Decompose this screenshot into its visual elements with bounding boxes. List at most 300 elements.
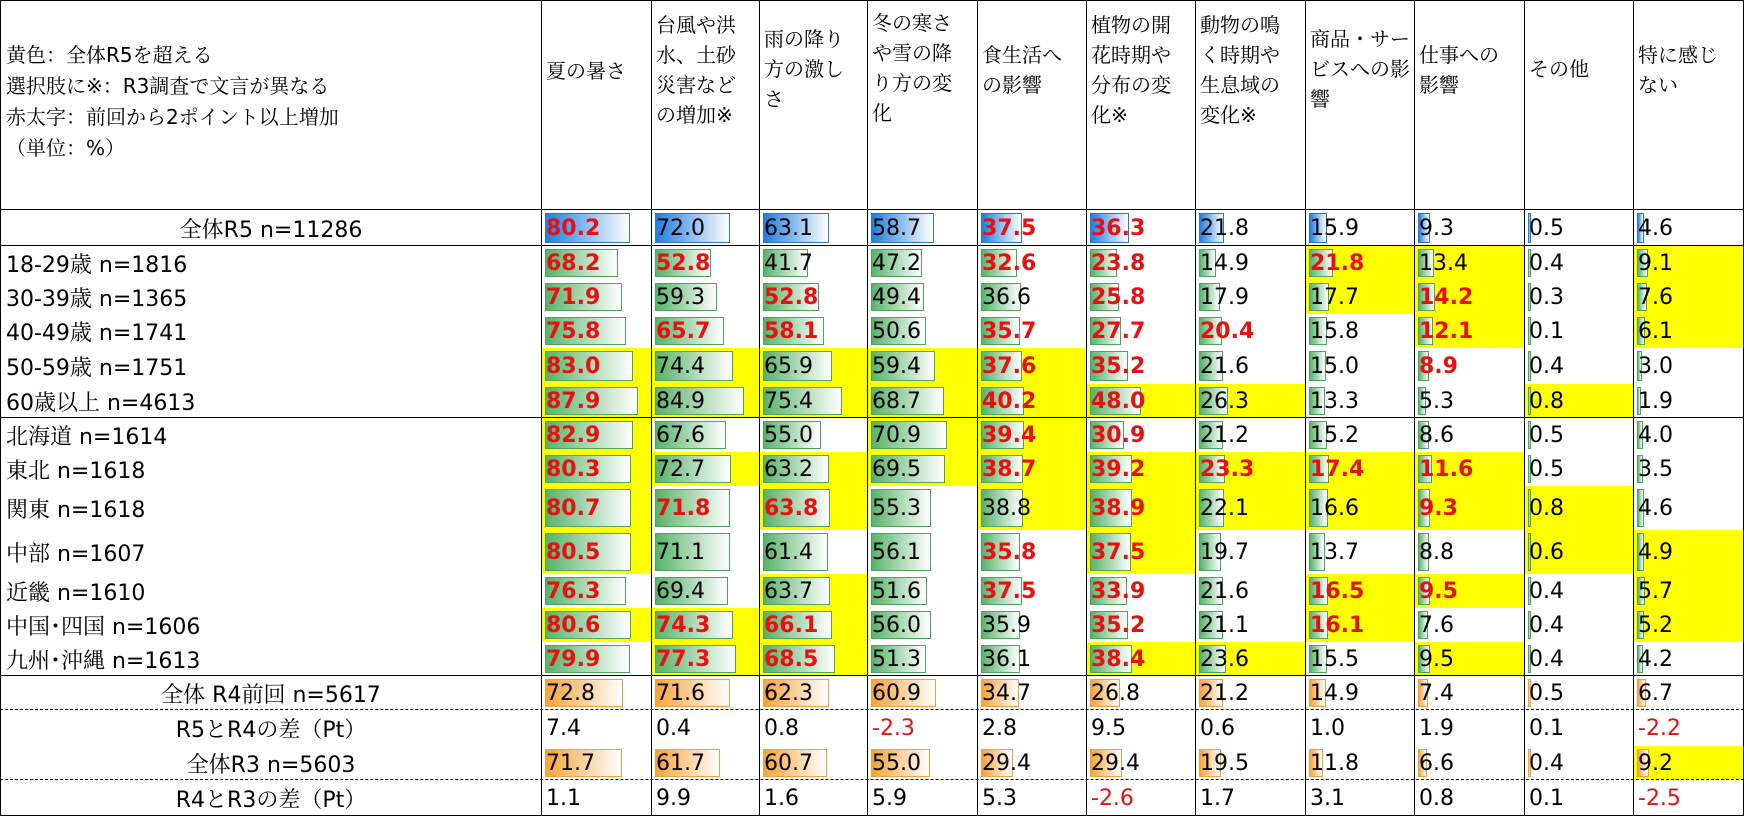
value-label: 17.9 bbox=[1200, 284, 1249, 310]
value-label: 0.5 bbox=[1529, 680, 1564, 706]
row-label: 九州･沖縄 n=1613 bbox=[6, 648, 201, 674]
value-cell bbox=[542, 452, 652, 486]
row-label: 50-59歳 n=1751 bbox=[6, 355, 188, 381]
column-header-line: ない bbox=[1638, 73, 1678, 97]
value-label: 6.1 bbox=[1638, 318, 1673, 344]
value-cell bbox=[868, 280, 978, 314]
value-cell bbox=[868, 530, 978, 574]
value-label: 65.9 bbox=[764, 353, 813, 379]
value-cell bbox=[760, 348, 868, 384]
value-cell bbox=[868, 676, 978, 710]
column-header-line: 食生活へ bbox=[982, 43, 1062, 67]
value-cell bbox=[542, 348, 652, 384]
value-cell bbox=[868, 710, 978, 746]
value-cell bbox=[652, 780, 760, 816]
value-cell bbox=[978, 530, 1087, 574]
value-cell bbox=[1196, 314, 1306, 348]
value-label: 0.1 bbox=[1529, 715, 1564, 741]
value-cell bbox=[1196, 642, 1306, 676]
value-cell bbox=[542, 210, 652, 246]
value-cell bbox=[542, 246, 652, 280]
column-header-line: 夏の暑さ bbox=[546, 59, 626, 83]
value-label: 9.5 bbox=[1091, 715, 1126, 741]
value-cell bbox=[1525, 384, 1634, 418]
value-cell bbox=[1196, 384, 1306, 418]
value-cell bbox=[1415, 608, 1525, 642]
value-cell bbox=[1634, 314, 1744, 348]
row-label: 全体 R4前回 n=5617 bbox=[161, 682, 381, 708]
value-cell bbox=[760, 314, 868, 348]
value-cell bbox=[760, 746, 868, 780]
value-cell bbox=[1525, 486, 1634, 530]
value-cell bbox=[1525, 642, 1634, 676]
row-label: 東北 n=1618 bbox=[6, 458, 146, 484]
value-label: 13.4 bbox=[1419, 250, 1468, 276]
value-cell bbox=[868, 746, 978, 780]
value-cell bbox=[1196, 280, 1306, 314]
value-label: 0.5 bbox=[1529, 456, 1564, 482]
value-label: 77.3 bbox=[656, 646, 711, 672]
value-cell bbox=[652, 486, 760, 530]
column-header bbox=[760, 0, 868, 210]
value-cell bbox=[1415, 530, 1525, 574]
value-cell bbox=[978, 314, 1087, 348]
value-label: 9.9 bbox=[656, 785, 691, 811]
value-cell bbox=[1634, 608, 1744, 642]
value-label: 5.3 bbox=[1419, 388, 1454, 414]
value-cell bbox=[760, 384, 868, 418]
grid-hline bbox=[0, 417, 1744, 418]
value-label: 7.4 bbox=[546, 715, 581, 741]
row-label: 60歳以上 n=4613 bbox=[6, 390, 196, 416]
value-label: 55.3 bbox=[872, 495, 921, 521]
value-label: 68.5 bbox=[764, 646, 819, 672]
value-cell bbox=[1634, 418, 1744, 452]
value-cell bbox=[760, 452, 868, 486]
value-cell bbox=[1306, 746, 1415, 780]
value-cell bbox=[1634, 746, 1744, 780]
value-label: 87.9 bbox=[546, 388, 601, 414]
value-label: 8.9 bbox=[1419, 353, 1458, 379]
column-header-line: 花時期や bbox=[1091, 43, 1171, 67]
grid-vline bbox=[867, 0, 868, 816]
value-label: 9.1 bbox=[1638, 250, 1673, 276]
value-label: 2.8 bbox=[982, 715, 1017, 741]
value-cell bbox=[760, 530, 868, 574]
column-header-line: 商品・サー bbox=[1310, 27, 1410, 51]
column-header-line: 雨の降り bbox=[764, 27, 844, 51]
value-label: 9.5 bbox=[1419, 578, 1458, 604]
value-cell bbox=[1087, 418, 1196, 452]
value-label: 21.1 bbox=[1200, 612, 1249, 638]
value-cell bbox=[1525, 452, 1634, 486]
value-label: 17.7 bbox=[1310, 284, 1359, 310]
value-label: 23.8 bbox=[1091, 250, 1146, 276]
column-header-line: 動物の鳴 bbox=[1200, 13, 1280, 37]
value-label: 51.3 bbox=[872, 646, 921, 672]
value-label: 63.8 bbox=[764, 495, 819, 521]
value-label: 5.9 bbox=[872, 785, 907, 811]
value-label: 25.8 bbox=[1091, 284, 1146, 310]
column-header bbox=[1525, 0, 1634, 210]
value-label: 15.9 bbox=[1310, 215, 1359, 241]
value-label: 30.9 bbox=[1091, 422, 1146, 448]
value-label: 52.8 bbox=[764, 284, 819, 310]
value-label: 37.6 bbox=[982, 353, 1037, 379]
grid-vline bbox=[759, 0, 760, 816]
value-label: 0.8 bbox=[764, 715, 799, 741]
value-cell bbox=[760, 486, 868, 530]
value-cell bbox=[1306, 210, 1415, 246]
value-cell bbox=[868, 452, 978, 486]
value-label: 59.3 bbox=[656, 284, 705, 310]
value-cell bbox=[1415, 676, 1525, 710]
value-cell bbox=[868, 246, 978, 280]
column-header-line: 方の激し bbox=[764, 57, 844, 81]
value-label: 72.0 bbox=[656, 215, 705, 241]
value-cell bbox=[868, 384, 978, 418]
value-label: 36.6 bbox=[982, 284, 1031, 310]
value-label: 80.2 bbox=[546, 215, 601, 241]
value-label: 58.1 bbox=[764, 318, 819, 344]
value-label: 12.1 bbox=[1419, 318, 1474, 344]
value-label: 38.8 bbox=[982, 495, 1031, 521]
column-header bbox=[1087, 0, 1196, 210]
value-label: 37.5 bbox=[982, 215, 1037, 241]
value-cell bbox=[1087, 280, 1196, 314]
value-cell bbox=[1415, 780, 1525, 816]
value-cell bbox=[760, 210, 868, 246]
value-cell bbox=[652, 384, 760, 418]
value-label: 20.4 bbox=[1200, 318, 1255, 344]
value-label: 62.3 bbox=[764, 680, 813, 706]
value-cell bbox=[1525, 676, 1634, 710]
value-label: 48.0 bbox=[1091, 388, 1146, 414]
column-header-line: さ bbox=[764, 87, 784, 111]
value-label: 71.7 bbox=[546, 750, 595, 776]
value-cell bbox=[1196, 530, 1306, 574]
value-cell bbox=[760, 676, 868, 710]
value-label: 0.4 bbox=[1529, 578, 1564, 604]
value-label: 19.7 bbox=[1200, 539, 1249, 565]
value-cell bbox=[1087, 210, 1196, 246]
value-cell bbox=[1087, 710, 1196, 746]
value-cell bbox=[978, 246, 1087, 280]
value-label: 52.8 bbox=[656, 250, 711, 276]
value-cell bbox=[1087, 530, 1196, 574]
value-cell bbox=[978, 676, 1087, 710]
value-label: 9.3 bbox=[1419, 215, 1454, 241]
value-label: 55.0 bbox=[764, 422, 813, 448]
value-cell bbox=[542, 608, 652, 642]
row-label: 北海道 n=1614 bbox=[6, 424, 168, 450]
value-cell bbox=[652, 574, 760, 608]
value-cell bbox=[1525, 780, 1634, 816]
value-label: -2.2 bbox=[1638, 715, 1681, 741]
value-label: 60.7 bbox=[764, 750, 813, 776]
value-label: 0.4 bbox=[656, 715, 691, 741]
value-cell bbox=[1306, 314, 1415, 348]
value-cell bbox=[1415, 710, 1525, 746]
value-cell bbox=[542, 530, 652, 574]
value-label: 80.5 bbox=[546, 539, 601, 565]
value-label: -2.5 bbox=[1638, 785, 1681, 811]
value-cell bbox=[868, 314, 978, 348]
column-header-line: 植物の開 bbox=[1091, 13, 1171, 37]
value-label: 4.6 bbox=[1638, 215, 1673, 241]
column-header-line: の影響 bbox=[982, 73, 1042, 97]
column-header bbox=[1415, 0, 1525, 210]
value-label: 56.1 bbox=[872, 539, 921, 565]
column-header-line: 響 bbox=[1310, 87, 1330, 111]
value-cell bbox=[1196, 676, 1306, 710]
value-cell bbox=[542, 280, 652, 314]
value-cell bbox=[1525, 314, 1634, 348]
grid-vline bbox=[541, 0, 542, 816]
grid-vline bbox=[0, 0, 1, 816]
value-cell bbox=[1525, 574, 1634, 608]
value-cell bbox=[1306, 710, 1415, 746]
row-label: 中部 n=1607 bbox=[6, 541, 146, 567]
column-header-line: 影響 bbox=[1419, 73, 1459, 97]
column-header bbox=[1634, 0, 1744, 210]
value-label: 21.2 bbox=[1200, 680, 1249, 706]
value-cell bbox=[978, 486, 1087, 530]
grid-hline bbox=[0, 209, 1744, 210]
value-label: 71.8 bbox=[656, 495, 711, 521]
value-cell bbox=[1634, 530, 1744, 574]
value-label: 67.6 bbox=[656, 422, 705, 448]
value-label: 6.6 bbox=[1419, 750, 1454, 776]
value-cell bbox=[1196, 348, 1306, 384]
grid-vline bbox=[1086, 0, 1087, 816]
value-label: 8.6 bbox=[1419, 422, 1454, 448]
value-cell bbox=[1525, 280, 1634, 314]
value-label: 5.3 bbox=[982, 785, 1017, 811]
value-label: 14.9 bbox=[1200, 250, 1249, 276]
column-header-line: ビスへの影 bbox=[1310, 57, 1410, 81]
value-label: 76.3 bbox=[546, 578, 601, 604]
value-cell bbox=[1634, 246, 1744, 280]
value-cell bbox=[1196, 210, 1306, 246]
value-cell bbox=[1525, 530, 1634, 574]
value-label: 71.9 bbox=[546, 284, 601, 310]
value-cell bbox=[1525, 418, 1634, 452]
value-cell bbox=[760, 246, 868, 280]
value-cell bbox=[1196, 246, 1306, 280]
value-label: 16.1 bbox=[1310, 612, 1365, 638]
value-cell bbox=[652, 676, 760, 710]
value-label: 26.3 bbox=[1200, 388, 1249, 414]
value-label: 11.8 bbox=[1310, 750, 1359, 776]
value-label: 17.4 bbox=[1310, 456, 1365, 482]
value-cell bbox=[1087, 348, 1196, 384]
grid-dashline bbox=[0, 779, 1744, 780]
value-cell bbox=[1415, 210, 1525, 246]
value-cell bbox=[1306, 608, 1415, 642]
value-label: 68.7 bbox=[872, 388, 921, 414]
value-label: -2.3 bbox=[872, 715, 915, 741]
value-label: 9.5 bbox=[1419, 646, 1454, 672]
value-cell bbox=[1634, 348, 1744, 384]
value-label: 71.1 bbox=[656, 539, 705, 565]
value-cell bbox=[1525, 746, 1634, 780]
grid-hline bbox=[0, 0, 1744, 1]
value-label: 7.4 bbox=[1419, 680, 1454, 706]
value-label: 11.6 bbox=[1419, 456, 1474, 482]
value-label: 69.5 bbox=[872, 456, 921, 482]
value-label: 35.2 bbox=[1091, 612, 1146, 638]
value-label: 0.8 bbox=[1529, 388, 1564, 414]
column-header-line: 災害など bbox=[656, 73, 736, 97]
value-cell bbox=[1306, 530, 1415, 574]
value-label: 14.2 bbox=[1419, 284, 1474, 310]
value-label: 0.5 bbox=[1529, 215, 1564, 241]
value-label: 3.1 bbox=[1310, 785, 1345, 811]
value-label: 37.5 bbox=[1091, 539, 1146, 565]
value-label: 23.6 bbox=[1200, 646, 1249, 672]
value-cell bbox=[542, 710, 652, 746]
value-cell bbox=[1196, 486, 1306, 530]
column-header bbox=[1306, 0, 1415, 210]
value-label: 1.9 bbox=[1419, 715, 1454, 741]
value-label: 38.7 bbox=[982, 456, 1037, 482]
value-label: 56.0 bbox=[872, 612, 921, 638]
grid-hline bbox=[0, 245, 1744, 246]
column-header-line: その他 bbox=[1529, 57, 1589, 81]
value-cell bbox=[1087, 574, 1196, 608]
value-label: 5.7 bbox=[1638, 578, 1673, 604]
value-cell bbox=[1634, 280, 1744, 314]
value-cell bbox=[542, 780, 652, 816]
value-cell bbox=[1306, 452, 1415, 486]
value-label: 80.7 bbox=[546, 495, 601, 521]
value-label: 0.4 bbox=[1529, 353, 1564, 379]
value-label: 16.6 bbox=[1310, 495, 1359, 521]
value-label: 0.8 bbox=[1419, 785, 1454, 811]
legend-line: 選択肢に※：R3調査で文言が異なる bbox=[6, 74, 330, 98]
value-cell bbox=[1634, 642, 1744, 676]
value-label: 19.5 bbox=[1200, 750, 1249, 776]
value-cell bbox=[978, 574, 1087, 608]
value-cell bbox=[542, 418, 652, 452]
value-cell bbox=[1306, 280, 1415, 314]
value-cell bbox=[1306, 780, 1415, 816]
value-cell bbox=[1087, 384, 1196, 418]
value-cell bbox=[1196, 608, 1306, 642]
value-cell bbox=[1634, 710, 1744, 746]
value-cell bbox=[1087, 246, 1196, 280]
value-cell bbox=[1525, 348, 1634, 384]
row-label: 30-39歳 n=1365 bbox=[6, 286, 188, 312]
column-header-line: 化 bbox=[872, 101, 892, 125]
value-cell bbox=[1634, 574, 1744, 608]
value-label: 65.7 bbox=[656, 318, 711, 344]
row-label: 関東 n=1618 bbox=[6, 497, 146, 523]
value-label: 0.4 bbox=[1529, 250, 1564, 276]
grid-vline bbox=[1305, 0, 1306, 816]
value-cell bbox=[1087, 608, 1196, 642]
legend-line: 赤太字：前回から2ポイント以上増加 bbox=[6, 105, 339, 129]
column-header-line: 生息域の bbox=[1200, 73, 1280, 97]
value-cell bbox=[1196, 418, 1306, 452]
value-label: 7.6 bbox=[1638, 284, 1673, 310]
value-label: 63.2 bbox=[764, 456, 813, 482]
value-cell bbox=[978, 418, 1087, 452]
value-label: 14.9 bbox=[1310, 680, 1359, 706]
column-header bbox=[1196, 0, 1306, 210]
value-cell bbox=[1306, 418, 1415, 452]
value-label: 83.0 bbox=[546, 353, 601, 379]
value-cell bbox=[652, 608, 760, 642]
value-cell bbox=[760, 642, 868, 676]
value-cell bbox=[978, 384, 1087, 418]
value-label: 80.3 bbox=[546, 456, 601, 482]
value-cell bbox=[1415, 246, 1525, 280]
grid-vline bbox=[1414, 0, 1415, 816]
value-label: 63.7 bbox=[764, 578, 813, 604]
value-label: 35.9 bbox=[982, 612, 1031, 638]
value-label: 1.7 bbox=[1200, 785, 1235, 811]
value-cell bbox=[1525, 710, 1634, 746]
value-label: 35.2 bbox=[1091, 353, 1146, 379]
row-label: R5とR4の差（Pt） bbox=[175, 717, 367, 743]
value-label: 60.9 bbox=[872, 680, 921, 706]
value-label: 71.6 bbox=[656, 680, 705, 706]
value-cell bbox=[868, 210, 978, 246]
value-cell bbox=[760, 280, 868, 314]
row-label: 18-29歳 n=1816 bbox=[6, 252, 188, 278]
column-header-line: 台風や洪 bbox=[656, 13, 736, 37]
value-cell bbox=[542, 676, 652, 710]
value-label: 68.2 bbox=[546, 250, 601, 276]
value-cell bbox=[652, 348, 760, 384]
row-label: R4とR3の差（Pt） bbox=[175, 787, 367, 813]
value-label: 75.4 bbox=[764, 388, 813, 414]
value-cell bbox=[1415, 452, 1525, 486]
value-label: 5.2 bbox=[1638, 612, 1673, 638]
value-label: 21.6 bbox=[1200, 578, 1249, 604]
value-label: 61.4 bbox=[764, 539, 813, 565]
value-cell bbox=[1306, 348, 1415, 384]
value-cell bbox=[652, 530, 760, 574]
value-cell bbox=[1634, 210, 1744, 246]
value-label: 0.4 bbox=[1529, 750, 1564, 776]
value-label: 4.9 bbox=[1638, 539, 1673, 565]
value-cell bbox=[1415, 746, 1525, 780]
value-cell bbox=[1087, 746, 1196, 780]
value-label: 0.8 bbox=[1529, 495, 1564, 521]
value-cell bbox=[652, 452, 760, 486]
value-cell bbox=[1415, 280, 1525, 314]
value-cell bbox=[868, 780, 978, 816]
value-cell bbox=[1196, 574, 1306, 608]
value-cell bbox=[542, 642, 652, 676]
value-cell bbox=[1415, 384, 1525, 418]
value-cell bbox=[760, 574, 868, 608]
value-label: 39.4 bbox=[982, 422, 1037, 448]
value-label: 16.5 bbox=[1310, 578, 1365, 604]
value-cell bbox=[1306, 642, 1415, 676]
value-cell bbox=[978, 348, 1087, 384]
value-cell bbox=[868, 574, 978, 608]
value-cell bbox=[652, 314, 760, 348]
value-label: 49.4 bbox=[872, 284, 921, 310]
value-cell bbox=[652, 710, 760, 746]
value-cell bbox=[1525, 246, 1634, 280]
grid-vline bbox=[651, 0, 652, 816]
value-cell bbox=[652, 246, 760, 280]
